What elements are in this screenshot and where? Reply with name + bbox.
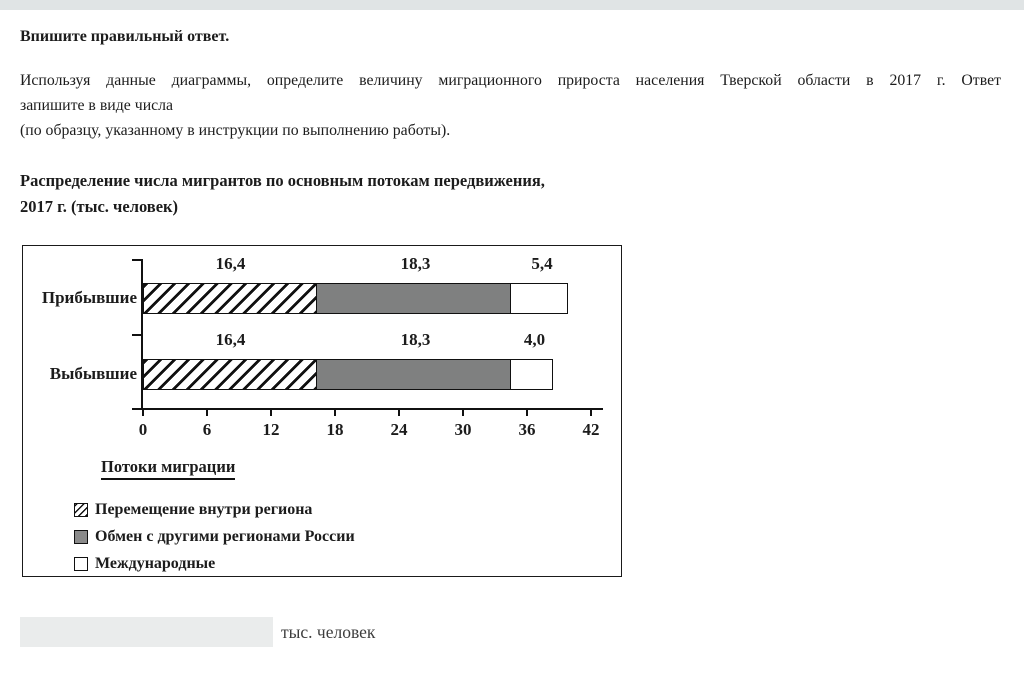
axis-title: Потоки миграции	[101, 457, 235, 480]
bar-value-labels	[143, 330, 556, 350]
segment-value-label: 16,4	[215, 254, 246, 273]
x-axis-tick	[462, 410, 464, 416]
answer-unit-label: тыс. человек	[281, 622, 376, 642]
question-text	[20, 68, 1001, 143]
chart-title-line-1: Распределение числа мигрантов по основным потокам передвижения,	[20, 171, 545, 190]
x-tick-label: 30	[454, 420, 472, 439]
y-axis-tick	[132, 334, 143, 336]
category-label: Прибывшие	[41, 288, 137, 307]
segment-value-label: 18,3	[400, 254, 431, 273]
legend-label: Международные	[95, 554, 216, 572]
hatch-swatch-icon	[74, 503, 88, 517]
question-heading: Впишите правильный ответ.	[20, 28, 230, 45]
legend-item	[74, 501, 355, 518]
bar-segment-international	[510, 283, 568, 314]
x-tick-label: 42	[582, 420, 600, 439]
bar-value-labels	[143, 254, 571, 274]
legend-label: Обмен с другими регионами России	[95, 527, 355, 545]
top-divider-bar	[0, 0, 1024, 10]
chart-title-line-2: 2017 г. (тыс. человек)	[20, 197, 179, 216]
segment-value-label: 16,4	[215, 330, 246, 349]
x-tick-label: 24	[390, 420, 408, 439]
category-label: Выбывшие	[49, 364, 137, 383]
chart-figure	[22, 245, 622, 577]
bar-departed	[143, 359, 553, 390]
x-tick-label: 6	[202, 420, 212, 439]
white-swatch-icon	[74, 557, 88, 571]
x-axis-tick	[526, 410, 528, 416]
chart-legend	[74, 501, 355, 582]
x-axis-tick	[590, 410, 592, 416]
chart-title	[20, 168, 545, 220]
x-tick-label: 0	[138, 420, 148, 439]
x-axis-tick	[142, 410, 144, 416]
segment-value-label: 5,4	[531, 254, 553, 273]
x-axis-tick	[334, 410, 336, 416]
x-axis-tick	[270, 410, 272, 416]
legend-item	[74, 555, 355, 572]
x-tick-label: 36	[518, 420, 536, 439]
legend-item	[74, 528, 355, 545]
gray-swatch-icon	[74, 530, 88, 544]
question-line-2: запишите в виде числа	[20, 97, 174, 114]
legend-label: Перемещение внутри региона	[95, 500, 313, 518]
question-line-3: (по образцу, указанному в инструкции по выполнению работы).	[20, 122, 451, 139]
segment-value-label: 18,3	[400, 330, 431, 349]
bar-segment-within-region	[143, 359, 318, 390]
x-axis-tick	[206, 410, 208, 416]
question-line-1: Используя данные диаграммы, определите величину миграционного прироста населения Тверской области в 2017 г. Ответ	[20, 72, 1001, 89]
bar-segment-other-regions	[316, 283, 511, 314]
x-axis-tick	[398, 410, 400, 416]
bar-segment-international	[510, 359, 553, 390]
y-axis-tick	[132, 259, 143, 261]
answer-input[interactable]	[20, 617, 273, 647]
segment-value-label: 4,0	[523, 330, 546, 349]
x-tick-label: 12	[262, 420, 280, 439]
bar-segment-other-regions	[316, 359, 511, 390]
x-axis-line	[141, 408, 603, 410]
x-tick-label: 18	[326, 420, 344, 439]
bar-arrived	[143, 283, 568, 314]
bar-segment-within-region	[143, 283, 318, 314]
